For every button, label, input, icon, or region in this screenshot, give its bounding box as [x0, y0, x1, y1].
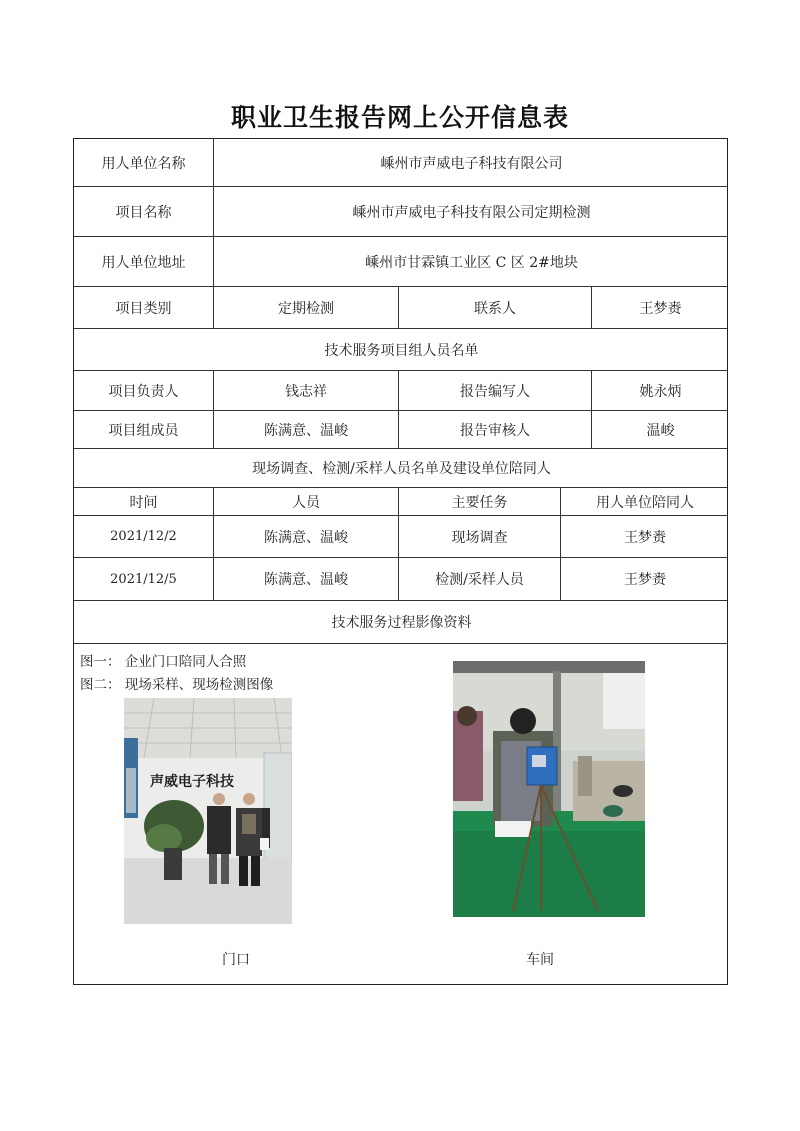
- contact-label: 联系人: [398, 287, 591, 328]
- project-name-label: 项目名称: [115, 204, 172, 221]
- row-employer-name: [74, 139, 727, 187]
- writer-label: 报告编写人: [398, 371, 591, 410]
- survey-heading: 现场调查、检测/采样人员名单及建设单位陪同人: [252, 461, 551, 477]
- reviewer-label: 报告审核人: [398, 411, 591, 448]
- members-value: 陈满意、温峻: [213, 411, 398, 448]
- workshop-photo-graphic: [453, 661, 645, 917]
- row-survey-heading: [74, 449, 727, 488]
- employer-address-label: 用人单位地址: [101, 254, 186, 271]
- company-sign: 声威电子科技: [150, 774, 234, 790]
- survey-staff: 陈满意、温峻: [213, 558, 398, 600]
- survey-companion: 王梦赉: [560, 558, 729, 600]
- caption-figure-2: 图二： 现场采样、现场检测图像: [80, 677, 274, 693]
- leader-label: 项目负责人: [108, 383, 179, 400]
- survey-task: 检测/采样人员: [398, 558, 560, 600]
- entrance-photo: [124, 698, 292, 924]
- col-header-staff: 人员: [213, 488, 398, 515]
- workshop-photo: [453, 661, 645, 917]
- row-team-heading: [74, 329, 727, 371]
- employer-address-value: 嵊州市甘霖镇工业区 C 区 2#地块: [213, 237, 729, 286]
- workshop-photo-label: 车间: [526, 952, 554, 968]
- survey-staff: 陈满意、温峻: [213, 516, 398, 557]
- col-header-task: 主要任务: [398, 488, 560, 515]
- employer-name-value: 嵊州市声威电子科技有限公司: [213, 139, 729, 186]
- image-section: [74, 644, 727, 984]
- leader-value: 钱志祥: [213, 371, 398, 410]
- survey-date: 2021/12/2: [110, 529, 177, 544]
- row-team-leader: [74, 371, 727, 411]
- row-team-members: [74, 411, 727, 449]
- row-survey-columns: [74, 488, 727, 516]
- project-type-value: 定期检测: [213, 287, 398, 328]
- table-row: [74, 558, 727, 601]
- members-label: 项目组成员: [108, 422, 179, 439]
- col-header-date: 时间: [129, 494, 158, 511]
- col-header-companion: 用人单位陪同人: [560, 488, 729, 515]
- table-row: [74, 516, 727, 558]
- page-title: 职业卫生报告网上公开信息表: [230, 103, 569, 132]
- survey-companion: 王梦赉: [560, 516, 729, 557]
- row-image-heading: [74, 601, 727, 644]
- project-type-label: 项目类别: [115, 300, 172, 317]
- row-project-type: [74, 287, 727, 329]
- info-table: [73, 138, 728, 985]
- image-heading: 技术服务过程影像资料: [331, 615, 472, 631]
- employer-name-label: 用人单位名称: [101, 155, 186, 172]
- caption-figure-1: 图一： 企业门口陪同人合照: [80, 654, 247, 670]
- team-heading: 技术服务项目组人员名单: [324, 342, 479, 359]
- row-project-name: [74, 187, 727, 237]
- project-name-value: 嵊州市声威电子科技有限公司定期检测: [213, 187, 729, 236]
- contact-value: 王梦赉: [591, 287, 729, 328]
- entrance-photo-label: 门口: [222, 952, 250, 968]
- writer-value: 姚永炳: [591, 371, 729, 410]
- survey-task: 现场调查: [398, 516, 560, 557]
- entrance-photo-graphic: [124, 698, 292, 924]
- survey-date: 2021/12/5: [110, 571, 177, 587]
- reviewer-value: 温峻: [591, 411, 729, 448]
- row-employer-address: [74, 237, 727, 287]
